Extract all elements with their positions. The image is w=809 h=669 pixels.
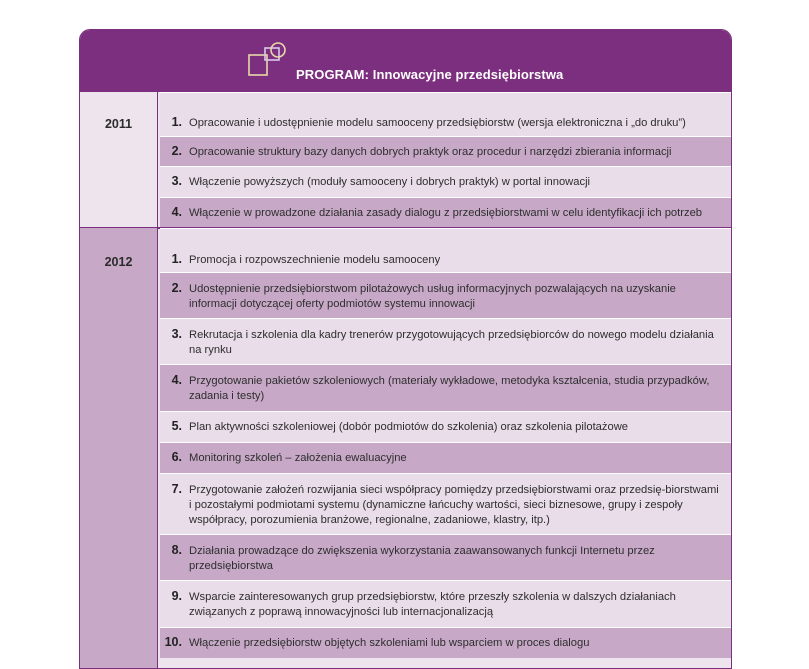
item-number: 9. (171, 589, 182, 603)
table-row (160, 411, 731, 442)
item-text: Przygotowanie pakietów szkoleniowych (materiały wykładowe, metodyka kształcenia, studia przypadków, zadania i testy) (189, 375, 710, 402)
item-text: Promocja i rozpowszechnienie modelu samooceny (189, 254, 441, 266)
item-number: 7. (171, 482, 182, 496)
item-number: 5. (171, 419, 182, 433)
item-number: 3. (171, 327, 182, 341)
item-number: 2. (171, 281, 182, 295)
table-row (160, 136, 731, 166)
table-row (160, 272, 731, 318)
table-row (160, 442, 731, 473)
item-text: Włączenie przedsiębiorstw objętych szkoleniami lub wsparciem w proces dialogu (189, 637, 590, 649)
table-row (160, 580, 731, 627)
item-text: Przygotowanie założeń rozwijania sieci współpracy pomiędzy przedsiębiorstwami oraz przedsię-biorstwami i pozostałymi podmiotami systemu (dynamiczne łańcuchy wartości, sieci biznesowe, grupy i zespoły współpracy, porozumienia branżowe, regionalne, zadaniowe, klastry, itp.) (189, 484, 719, 526)
item-number: 6. (171, 450, 182, 464)
item-text: Wsparcie zainteresowanych grup przedsiębiorstw, które przeszły szkolenia w dalszych działaniach związanych z poprawą innowacyjności lub internacjonalizacją (189, 591, 676, 618)
item-number: 4. (171, 205, 182, 219)
table-row (160, 318, 731, 364)
year-label: 2012 (104, 255, 133, 269)
table-row (160, 197, 731, 227)
table-row (160, 92, 731, 136)
page-title: PROGRAM: Innowacyjne przedsiębiorstwa (296, 67, 564, 82)
item-number: 2. (171, 144, 182, 158)
item-number: 3. (171, 174, 182, 188)
table-row (160, 166, 731, 197)
year-cell-2012 (80, 228, 158, 669)
item-text: Opracowanie struktury bazy danych dobrych praktyk oraz procedur i narzędzi zbierania informacji (189, 146, 672, 158)
item-text: Rekrutacja i szkolenia dla kadry trenerów przygotowujących przedsiębiorców do nowego modelu działania na rynku (189, 329, 714, 356)
item-number: 1. (171, 252, 182, 266)
item-number: 4. (171, 373, 182, 387)
table-row (160, 364, 731, 411)
item-text: Opracowanie i udostępnienie modelu samooceny przedsiębiorstw (wersja elektroniczna i „do druku”) (189, 117, 686, 129)
item-number: 10. (164, 635, 182, 649)
table-header (80, 30, 731, 92)
year-label: 2011 (104, 117, 133, 131)
table-row (160, 627, 731, 658)
table-row (160, 473, 731, 534)
year-cell-2011 (80, 92, 158, 227)
item-number: 1. (171, 115, 182, 129)
interlocking-squares-circle-icon (247, 42, 289, 80)
item-text: Monitoring szkoleń – założenia ewaluacyjne (189, 452, 407, 464)
table-row (160, 228, 731, 272)
item-text: Plan aktywności szkoleniowej (dobór podmiotów do szkolenia) oraz szkolenia pilotażowe (189, 421, 629, 433)
item-text: Włączenie w prowadzone działania zasady dialogu z przedsiębiorstwami w celu identyfikacji ich potrzeb (189, 207, 703, 219)
program-table (79, 29, 732, 669)
table-row (160, 534, 731, 580)
item-number: 8. (171, 543, 182, 557)
item-text: Włączenie powyższych (moduły samooceny i dobrych praktyk) w portal innowacji (189, 176, 591, 188)
item-text: Udostępnienie przedsiębiorstwom pilotażowych usług informacyjnych pozwalających na uzyskanie informacji dotyczącej oferty podmiotów systemu innowacji (189, 283, 676, 310)
item-text: Działania prowadzące do zwiększenia wykorzystania zaawansowanych funkcji Internetu przez przedsiębiorstwa (189, 545, 655, 572)
